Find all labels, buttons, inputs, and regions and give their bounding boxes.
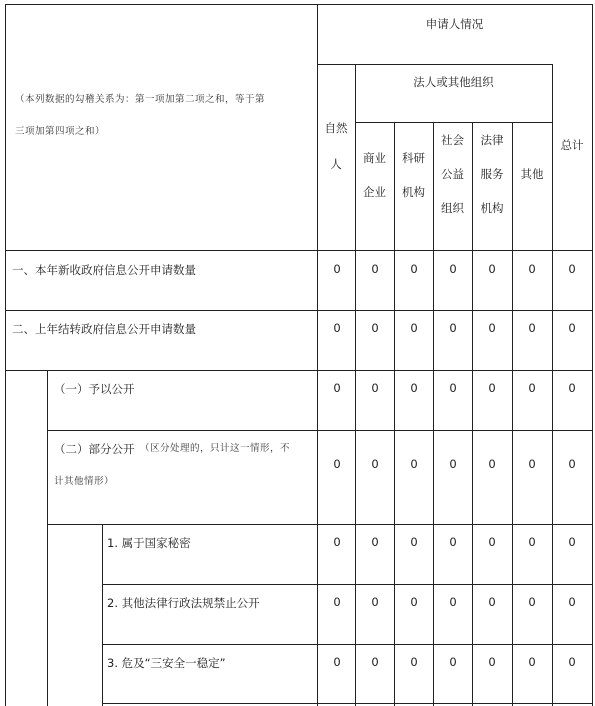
divider-row7: [102, 703, 592, 704]
header-legal-service-line2: 服务: [480, 167, 504, 181]
cell-commercial: 0: [371, 457, 379, 471]
cell-total: 0: [568, 655, 576, 669]
cell-natural-person: 0: [333, 535, 341, 549]
table-border-top: [5, 4, 592, 5]
cell-legal-service: 0: [488, 457, 496, 471]
cell-research: 0: [410, 381, 418, 395]
indent-divider-level1: [47, 370, 48, 706]
cell-total: 0: [568, 535, 576, 549]
cell-commercial: 0: [371, 262, 379, 276]
divider-row5: [102, 584, 592, 585]
cell-research: 0: [410, 655, 418, 669]
cell-commercial: 0: [371, 655, 379, 669]
header-legal-and-other-orgs: 法人或其他组织: [413, 75, 494, 89]
header-research-line1: 科研: [402, 151, 425, 165]
cell-total: 0: [568, 457, 576, 471]
header-legal-service-line3: 机构: [480, 201, 504, 215]
cell-natural-person: 0: [333, 381, 341, 395]
divider-legal-orgs: [355, 64, 552, 65]
cell-social: 0: [449, 457, 457, 471]
row-note-partial-line1: （区分处理的，只计这一情形，不: [140, 443, 291, 454]
cell-other: 0: [528, 655, 536, 669]
cell-natural-person: 0: [333, 321, 341, 335]
cell-research: 0: [410, 595, 418, 609]
header-natural-person-line1: 自然: [324, 121, 348, 135]
cell-social: 0: [449, 595, 457, 609]
col-divider-legal-service: [512, 122, 513, 706]
cell-legal-service: 0: [488, 595, 496, 609]
header-commercial-line1: 商业: [363, 151, 386, 165]
header-social-line2: 公益: [441, 167, 464, 181]
cell-legal-service: 0: [488, 321, 496, 335]
cell-social: 0: [449, 262, 457, 276]
header-commercial-line2: 企业: [363, 185, 386, 199]
cell-research: 0: [410, 321, 418, 335]
cell-legal-service: 0: [488, 262, 496, 276]
cell-social: 0: [449, 321, 457, 335]
divider-row6: [102, 644, 592, 645]
header-note-line2: 三项加第四项之和）: [15, 126, 106, 137]
cell-commercial: 0: [371, 535, 379, 549]
header-research-line2: 机构: [402, 185, 425, 199]
cell-other: 0: [528, 381, 536, 395]
divider-row3: [47, 430, 592, 431]
cell-research: 0: [410, 457, 418, 471]
cell-legal-service: 0: [488, 381, 496, 395]
header-applicant-situation: 申请人情况: [425, 17, 484, 31]
cell-other: 0: [528, 535, 536, 549]
row-label-disclosed: （一）予以公开: [54, 382, 135, 396]
cell-social: 0: [449, 381, 457, 395]
cell-social: 0: [449, 535, 457, 549]
row-note-partial-line2: 计其他情形）: [54, 476, 115, 487]
cell-total: 0: [568, 381, 576, 395]
cell-legal-service: 0: [488, 655, 496, 669]
divider-row1: [5, 310, 592, 311]
cell-natural-person: 0: [333, 457, 341, 471]
cell-other: 0: [528, 595, 536, 609]
row-label-state-secret: 1. 属于国家秘密: [107, 536, 191, 550]
table-border-left: [5, 4, 6, 706]
header-social-line1: 社会: [441, 133, 464, 147]
cell-social: 0: [449, 655, 457, 669]
row-label-three-security: 3. 危及“三安全一稳定”: [107, 656, 226, 670]
divider-org-types: [355, 122, 552, 123]
header-legal-service-line1: 法律: [480, 133, 504, 147]
cell-other: 0: [528, 321, 536, 335]
cell-natural-person: 0: [333, 595, 341, 609]
cell-commercial: 0: [371, 381, 379, 395]
header-other: 其他: [520, 167, 544, 181]
row-label-law-prohibited: 2. 其他法律行政法规禁止公开: [107, 596, 260, 610]
divider-applicant: [317, 64, 355, 65]
cell-natural-person: 0: [333, 262, 341, 276]
cell-research: 0: [410, 535, 418, 549]
divider-row4: [47, 524, 592, 525]
cell-commercial: 0: [371, 321, 379, 335]
row-label-carried-over: 二、上年结转政府信息公开申请数量: [12, 322, 196, 336]
cell-commercial: 0: [371, 595, 379, 609]
cell-research: 0: [410, 262, 418, 276]
cell-legal-service: 0: [488, 535, 496, 549]
table-border-right: [592, 4, 593, 706]
cell-other: 0: [528, 457, 536, 471]
header-note-line1: （本列数据的勾稽关系为：第一项加第二项之和，等于第: [15, 94, 266, 105]
header-total: 总计: [560, 138, 584, 152]
cell-natural-person: 0: [333, 655, 341, 669]
header-natural-person-line2: 人: [330, 157, 342, 171]
header-social-line3: 组织: [441, 201, 464, 215]
divider-row2: [5, 370, 592, 371]
divider-header-bottom: [5, 250, 592, 251]
row-label-partially-disclosed: （二）部分公开: [54, 442, 135, 456]
cell-total: 0: [568, 262, 576, 276]
row-label-new-applications: 一、本年新收政府信息公开申请数量: [12, 263, 196, 277]
cell-total: 0: [568, 595, 576, 609]
indent-divider-level2: [102, 524, 103, 706]
col-divider-commercial: [394, 122, 395, 706]
cell-other: 0: [528, 262, 536, 276]
cell-total: 0: [568, 321, 576, 335]
